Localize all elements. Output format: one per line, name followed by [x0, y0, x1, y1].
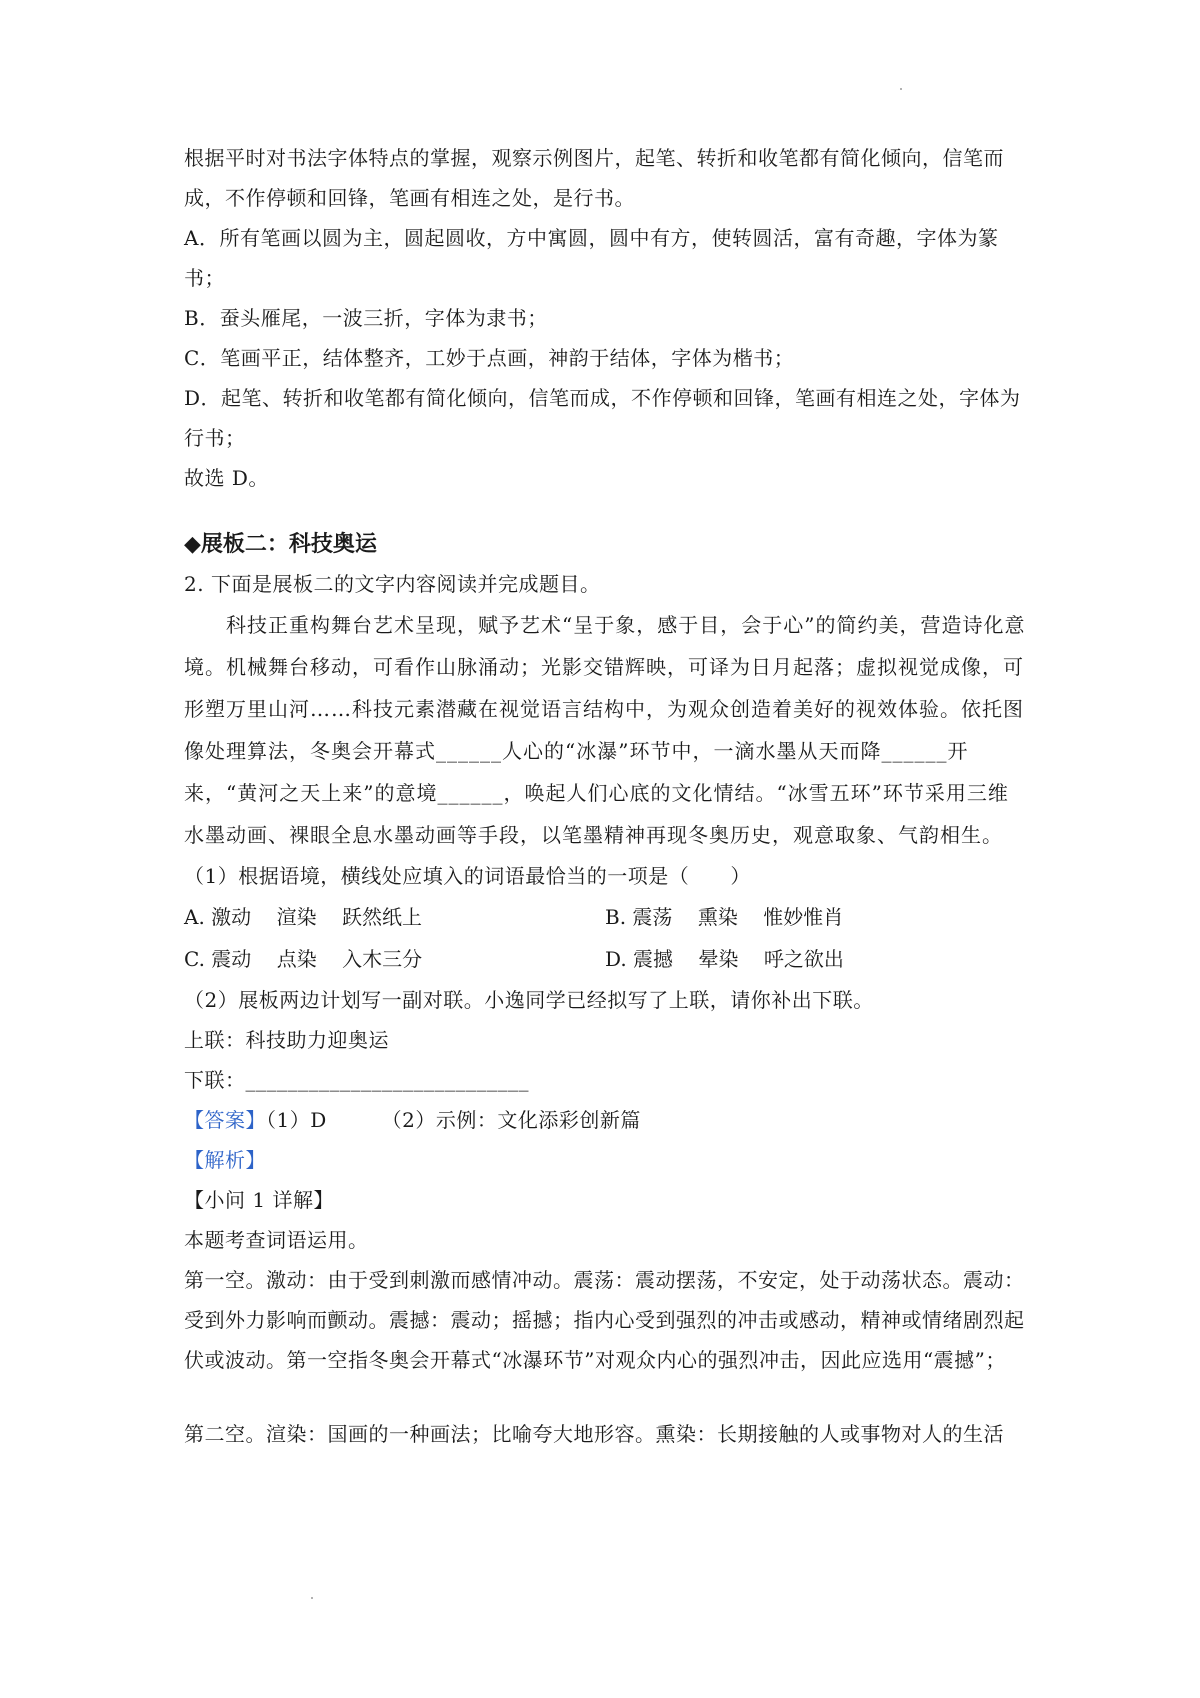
answer-tag: 【答案】 — [184, 1108, 266, 1132]
analysis-para2: 第二空。渲染：国画的一种画法；比喻夸大地形容。熏染：长期接触的人或事物对人的生活 — [184, 1422, 1004, 1446]
couplet-upper: 上联：科技助力迎奥运 — [184, 1028, 389, 1052]
analysis-para1: 第一空。激动：由于受到刺激而感情冲动。震荡：震动摆荡，不安定，处于动荡状态。震动：受到外力影响而颤动。震撼：震动；摇撼；指内心受到强烈的冲击或感动，精神或情绪剧烈起伏或波动。第一空指冬奥会开幕式“冰瀑环节”对观众内心的强烈冲击，因此应选用“震撼”； — [184, 1268, 1025, 1372]
option-c: C. 震动 点染 入木三分 — [184, 947, 423, 971]
analysis-intro-2: 本题考查词语运用。 — [184, 1228, 369, 1252]
couplet-lower: 下联：___________________________ — [184, 1068, 529, 1092]
analysis-option-d: D．起笔、转折和收笔都有简化倾向，信笔而成，不作停顿和回锋，笔画有相连之处，字体为行书； — [184, 386, 1021, 450]
analysis-option-a: A．所有笔画以圆为主，圆起圆收，方中寓圆，圆中有方，使转圆活，富有奇趣，字体为篆书； — [184, 226, 999, 290]
options-row-2 — [184, 938, 1026, 980]
analysis-subtitle: 【小问 1 详解】 — [184, 1188, 334, 1212]
analysis-option-b: B．蚕头雁尾，一波三折，字体为隶书； — [184, 306, 548, 330]
analysis-option-c: C．笔画平正，结体整齐，工妙于点画，神韵于结体，字体为楷书； — [184, 346, 795, 370]
document-page — [184, 138, 1026, 1454]
question-sub1: （1）根据语境，横线处应填入的词语最恰当的一项是（ ） — [184, 864, 751, 888]
answer-line — [184, 1100, 1026, 1140]
question-passage: 科技正重构舞台艺术呈现，赋予艺术“呈于象，感于目，会于心”的简约美，营造诗化意境。机械舞台移动，可看作山脉涌动；光影交错辉映，可译为日月起落；虚拟视觉成像，可形塑万里山河……科技元素潜藏在视觉语言结构中，为观众创造着美好的视效体验。依托图像处理算法，冬奥会开幕式______人心的“冰瀑”环节中，一滴水墨从天而降______开来，“黄河之天上来”的意境______，唤起人们心底的文化情结。“冰雪五环”环节采用三维水墨动画、裸眼全息水墨动画等手段，以笔墨精神再现冬奥历史，观意取象、气韵相生。 — [184, 613, 1026, 847]
analysis-conclusion: 故选 D。 — [184, 466, 269, 490]
question-stem: 2. 下面是展板二的文字内容阅读并完成题目。 — [184, 572, 601, 596]
analysis-tag-line — [184, 1140, 1026, 1180]
question-sub2: （2）展板两边计划写一副对联。小逸同学已经拟写了上联，请你补出下联。 — [184, 988, 874, 1012]
option-a: A. 激动 渲染 跃然纸上 — [184, 905, 423, 929]
answer-text: （1）D （2）示例：文化添彩创新篇 — [266, 1108, 641, 1132]
option-d: D. 震撼 晕染 呼之欲出 — [605, 947, 844, 971]
analysis-intro: 根据平时对书法字体特点的掌握，观察示例图片，起笔、转折和收笔都有简化倾向，信笔而成，不作停顿和回锋，笔画有相连之处，是行书。 — [184, 146, 1004, 210]
options-row-1 — [184, 896, 1026, 938]
section-title: ◆展板二：科技奥运 — [184, 531, 377, 557]
scan-dot-top — [900, 88, 902, 90]
scan-dot-bottom — [311, 1597, 313, 1599]
option-b: B. 震荡 熏染 惟妙惟肖 — [605, 905, 844, 929]
analysis-tag: 【解析】 — [184, 1148, 266, 1172]
